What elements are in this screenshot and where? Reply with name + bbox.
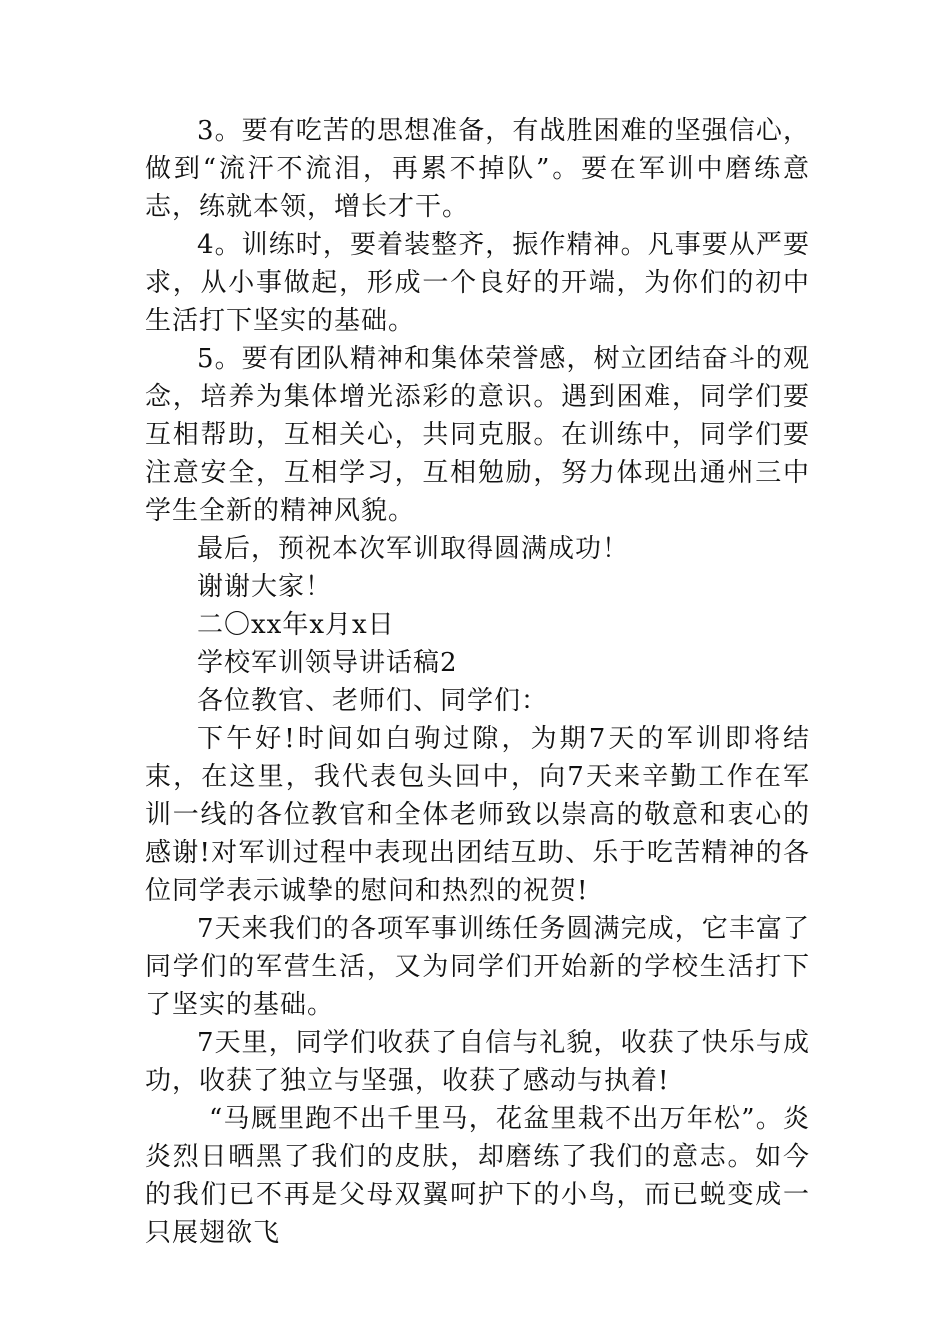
date-line: 二〇xx年x月x日 — [197, 610, 395, 640]
section-title: 学校军训领导讲话稿2 — [197, 648, 458, 678]
paragraph-greeting: 下午好!时间如白驹过隙，为期7天的军训即将结束，在这里，我代表包头回中，向7天来辛勤工作在军训一线的各位教官和全体老师致以崇高的敬意和衷心的感谢!对军训过程中表现出团结互助、乐于吃苦精神的各位同学表示诚挚的慰问和热烈的祝贺! — [145, 724, 810, 906]
paragraph-point-5: 5。要有团队精神和集体荣誉感，树立团结奋斗的观念，培养为集体增光添彩的意识。遇到困难，同学们要互相帮助，互相关心，共同克服。在训练中，同学们要注意安全，互相学习，互相勉励，努力体现出通州三中学生全新的精神风貌。 — [145, 344, 810, 526]
paragraph-quote: “马厩里跑不出千里马，花盆里栽不出万年松”。炎炎烈日晒黑了我们的皮肤，却磨练了我们的意志。如今的我们已不再是父母双翼呵护下的小鸟，而已蜕变成一只展翅欲飞 — [145, 1104, 810, 1248]
salutation: 各位教官、老师们、同学们： — [197, 686, 549, 716]
paragraph-point-3: 3。要有吃苦的思想准备，有战胜困难的坚强信心，做到“流汗不流泪，再累不掉队”。要在军训中磨练意志，练就本领，增长才干。 — [145, 116, 810, 222]
closing-thanks: 谢谢大家！ — [197, 572, 333, 602]
closing-wish: 最后，预祝本次军训取得圆满成功！ — [197, 534, 630, 564]
document-page — [145, 112, 810, 1252]
paragraph-training-complete: 7天来我们的各项军事训练任务圆满完成，它丰富了同学们的军营生活，又为同学们开始新的学校生活打下了坚实的基础。 — [145, 914, 810, 1020]
paragraph-harvest: 7天里，同学们收获了自信与礼貌，收获了快乐与成功，收获了独立与坚强，收获了感动与执着! — [145, 1028, 810, 1096]
paragraph-point-4: 4。训练时，要着装整齐，振作精神。凡事要从严要求，从小事做起，形成一个良好的开端，为你们的初中生活打下坚实的基础。 — [145, 230, 810, 336]
